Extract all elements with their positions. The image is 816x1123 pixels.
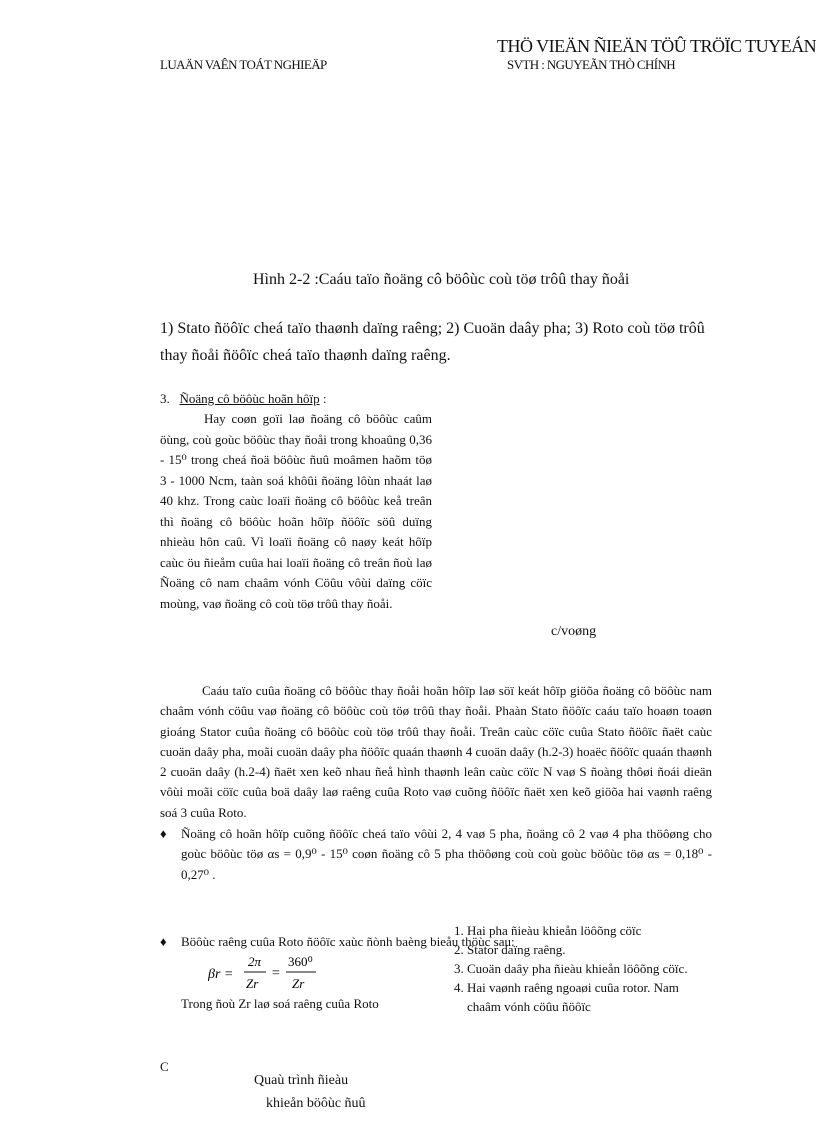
formula-where-text: Trong ñoù Zr laø soá raêng cuûa Roto (181, 996, 379, 1011)
diamond-bullet-icon: ♦ (160, 934, 167, 949)
legend-list (444, 921, 694, 1016)
figure-letter-c: C (160, 1059, 169, 1074)
formula-num1: 2π (248, 954, 262, 969)
section-title: Ñoäng cô böôùc hoãn hôïp (179, 391, 320, 406)
formula-den1: Zr (246, 976, 259, 991)
section-colon: : (319, 391, 327, 406)
main-paragraph: Caáu taïo cuûa ñoäng cô böôùc thay ñoåi hoãn hôïp laø söï keát hôïp giöõa ñoäng cô böôùc nam chaâm vónh cöûu vaø ñoäng cô böôùc coù töø trôû thay ñoåi. Phaàn Stato ñöôïc caáu taïo hoaøn toaøn gioáng Stator cuûa ñoäng cô böôùc coù töø trôû thay ñoåi. Treân caùc cöïc cuûa Stato ñöôïc ñaët caùc cuoän daây pha, moãi cuoän daây pha ñöôïc quaán thaønh 4 cuoän daây (h.2-3) hoaëc ñöôïc quaán thaønh 2 cuoän daây (h.2-4) ñaët xen keõ nhau ñeå hình thaønh leân caùc cöïc N vaø S ñoàng thôøi ñoái dieän vôùi moãi cöïc cuûa boä daây laø raêng cuûa Roto vaø cuõng ñöôïc ñaët xen keõ giöõa hai vaønh raêng soá 3 cuûa Roto. (160, 683, 712, 820)
header-library-title: THÖ VIEÄN ÑIEÄN TÖÛ TRÖÏC TUYEÁN (497, 36, 816, 56)
formula-eq: = (271, 966, 281, 981)
figure-side-label: c/voøng (551, 624, 597, 639)
header-student-name: SVTH : NGUYEÃN THÒ CHÍNH (507, 57, 676, 72)
section-body: Hay coøn goïi laø ñoäng cô böôùc caûm öùng, coù goùc böôùc thay ñoåi trong khoaûng 0,36 - 15⁰ trong cheá ñoä böôùc ñuû moâmen haõm töø 3 - 1000 Ncm, taàn soá khôûi ñoäng lôùn nhaát laø 40 khz. Trong caùc loaïi ñoäng cô böôùc keå treân thì ñoäng cô böôùc hoãn hôïp ñöôïc söû duïng nhieàu hôn caû. Vì loaïi ñoäng cô naøy keát hôïp caùc öu ñieåm cuûa hai loaïi ñoäng cô treân ñoù laø Ñoäng cô nam chaâm vónh Cöûu vôùi daïng cöïc moùng, vaø ñoäng cô coù töø trôû thay ñoåi. (160, 411, 432, 611)
bullet-text: Ñoäng cô hoãn hôïp cuõng ñöôïc cheá taïo vôùi 2, 4 vaø 5 pha, ñoäng cô 2 vaø 4 pha thöôøng cho goùc böôùc töø αs = 0,9⁰ - 15⁰ coøn ñoäng cô 5 pha thöôøng coù coù goùc böôùc töø αs = 0,18⁰ - 0,27⁰ . (181, 826, 712, 882)
section-heading (160, 391, 326, 407)
diamond-bullet-icon: ♦ (160, 826, 167, 841)
header-left-title: LUAÄN VAÊN TOÁT NGHIEÄP (160, 57, 327, 72)
legend-item: 4. Hai vaønh raêng ngoaøi cuûa rotor. Nam chaâm vónh cöûu ñöôïc (467, 978, 694, 1016)
figure-legend (444, 921, 694, 1016)
formula-den2: Zr (292, 976, 305, 991)
process-label-line2: khieån böôùc ñuû (266, 1096, 366, 1111)
formula-num2: 360⁰ (288, 954, 313, 969)
rotor-step-formula (208, 952, 328, 996)
formula-lhs: βr = (208, 967, 234, 982)
bullet-text: Böôùc raêng cuûa Roto ñöôïc xaùc ñònh baèng bieåu thöùc sau: (181, 934, 515, 949)
legend-item: 3. Cuoän daây pha ñieàu khieån löôõng cöïc. (467, 959, 694, 978)
figure-description: 1) Stato ñöôïc cheá taïo thaønh daïng raêng; 2) Cuoän daây pha; 3) Roto coù töø trôû thay ñoåi ñöôïc cheá taïo thaønh daïng raêng. (160, 320, 705, 364)
section-number: 3. (160, 391, 170, 406)
figure-caption: Hình 2-2 :Caáu taïo ñoäng cô böôùc coù töø trôû thay ñoåi (253, 271, 630, 288)
bullet-item-phases (160, 824, 712, 885)
legend-item: 2. Stator daïng raêng. (467, 940, 694, 959)
legend-item: 1. Hai pha ñieàu khieån löôõng cöïc (467, 921, 694, 940)
formula-graphic (208, 952, 328, 996)
process-label-line1: Quaù trình ñieàu (254, 1073, 349, 1088)
